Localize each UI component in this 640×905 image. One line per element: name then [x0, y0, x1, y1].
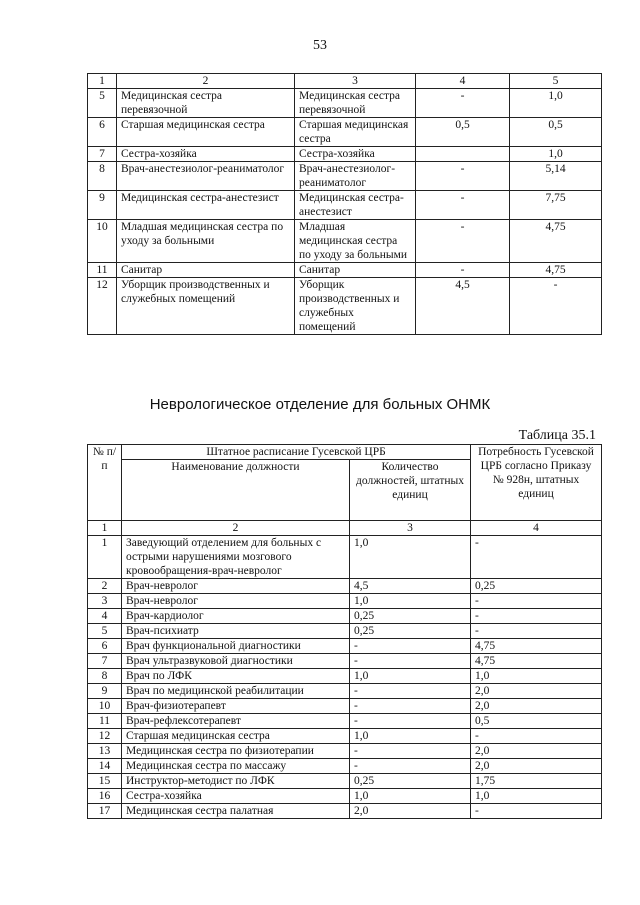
table-row	[88, 536, 602, 579]
table-cell: 12	[88, 278, 117, 335]
table-cell: Сестра-хозяйка	[122, 789, 350, 804]
table-cell: -	[350, 684, 471, 699]
column-number: 4	[416, 74, 510, 89]
table-caption: Таблица 35.1	[518, 428, 596, 443]
table-cell: 5,14	[510, 162, 602, 191]
table-cell: 1,0	[471, 669, 602, 684]
column-number: 5	[510, 74, 602, 89]
column-number: 1	[88, 521, 122, 536]
table-cell: 5	[88, 624, 122, 639]
table-row	[88, 804, 602, 819]
table-row	[88, 789, 602, 804]
table-row	[88, 684, 602, 699]
column-number: 4	[471, 521, 602, 536]
table-cell: Медицинская сестра палатная	[122, 804, 350, 819]
table-cell: -	[350, 759, 471, 774]
column-number-row	[88, 521, 602, 536]
table-row	[88, 744, 602, 759]
table-cell: 5	[88, 89, 117, 118]
table-cell: Старшая медицинская сестра	[295, 118, 416, 147]
table-cell: -	[471, 536, 602, 579]
table-cell: -	[350, 639, 471, 654]
table-row	[88, 220, 602, 263]
table-cell: 10	[88, 220, 117, 263]
table-cell: Врач-физиотерапевт	[122, 699, 350, 714]
table-cell: Медицинская сестра перевязочной	[117, 89, 295, 118]
header-row	[88, 445, 602, 460]
table-cell: 1,0	[350, 536, 471, 579]
table-cell: 4,75	[510, 220, 602, 263]
staffing-table-body	[88, 445, 602, 819]
table-cell: 0,25	[350, 624, 471, 639]
table-row	[88, 699, 602, 714]
table-cell: Уборщик производственных и служебных помещений	[117, 278, 295, 335]
table-cell: 0,25	[471, 579, 602, 594]
table-cell: 1,0	[350, 669, 471, 684]
table-cell: Врач-невролог	[122, 579, 350, 594]
table-cell: Врач ультразвуковой диагностики	[122, 654, 350, 669]
table-row	[88, 609, 602, 624]
table-cell: 16	[88, 789, 122, 804]
table-cell: -	[350, 744, 471, 759]
column-number: 1	[88, 74, 117, 89]
table-cell: 1,0	[350, 789, 471, 804]
table-cell: -	[416, 191, 510, 220]
table-cell: 2,0	[471, 744, 602, 759]
header-need: Потребность Гусевской ЦРБ согласно Приказу № 928н, штатных единиц	[471, 445, 602, 521]
table-cell: 11	[88, 714, 122, 729]
table-row	[88, 278, 602, 335]
table-cell: 1,0	[350, 729, 471, 744]
header-count: Количество должностей, штатных единиц	[350, 460, 471, 521]
table-cell: -	[416, 89, 510, 118]
table-cell: Врач-психиатр	[122, 624, 350, 639]
header-name: Наименование должности	[122, 460, 350, 521]
table-cell: 13	[88, 744, 122, 759]
table-cell: 2,0	[471, 759, 602, 774]
column-number: 3	[295, 74, 416, 89]
table-cell: 15	[88, 774, 122, 789]
table-cell: 2,0	[471, 684, 602, 699]
table-cell: 7	[88, 147, 117, 162]
table-cell: 2,0	[471, 699, 602, 714]
table-cell: 12	[88, 729, 122, 744]
table-cell: Врач-кардиолог	[122, 609, 350, 624]
table-cell: Врач-невролог	[122, 594, 350, 609]
table-cell: -	[416, 220, 510, 263]
table-cell: -	[350, 714, 471, 729]
table-cell: Санитар	[295, 263, 416, 278]
table-cell: 0,25	[350, 609, 471, 624]
table-cell: Старшая медицинская сестра	[122, 729, 350, 744]
table-row	[88, 594, 602, 609]
table-cell: 4,5	[350, 579, 471, 594]
table-cell: -	[350, 654, 471, 669]
page-number: 53	[313, 38, 327, 53]
column-number: 2	[122, 521, 350, 536]
table-cell	[416, 147, 510, 162]
column-number: 3	[350, 521, 471, 536]
table-row	[88, 118, 602, 147]
column-number: 2	[117, 74, 295, 89]
table-cell: -	[416, 263, 510, 278]
table-cell: -	[350, 699, 471, 714]
table-cell: -	[471, 609, 602, 624]
table-row	[88, 669, 602, 684]
staffing-table-continued	[87, 73, 602, 335]
section-title: Неврологическое отделение для больных ОНМК	[149, 396, 491, 413]
staffing-table-35-1	[87, 444, 602, 819]
table-cell: -	[416, 162, 510, 191]
table-cell: Медицинская сестра по массажу	[122, 759, 350, 774]
table-cell: Младшая медицинская сестра по уходу за больными	[117, 220, 295, 263]
table-cell: 4,5	[416, 278, 510, 335]
table-cell: 14	[88, 759, 122, 774]
table-cell: 4,75	[471, 639, 602, 654]
table-cell: Инструктор-методист по ЛФК	[122, 774, 350, 789]
table-cell: Врач-анестезиолог-реаниматолог	[117, 162, 295, 191]
table-cell: Санитар	[117, 263, 295, 278]
table-cell: -	[510, 278, 602, 335]
table-cell: -	[471, 624, 602, 639]
table-cell: Младшая медицинская сестра по уходу за больными	[295, 220, 416, 263]
table-cell: 3	[88, 594, 122, 609]
table-row	[88, 774, 602, 789]
table-cell: 0,5	[416, 118, 510, 147]
table-row	[88, 263, 602, 278]
table-cell: Сестра-хозяйка	[117, 147, 295, 162]
table-row	[88, 579, 602, 594]
table-cell: Медицинская сестра перевязочной	[295, 89, 416, 118]
table-cell: 0,5	[471, 714, 602, 729]
table-cell: 9	[88, 191, 117, 220]
table-cell: Сестра-хозяйка	[295, 147, 416, 162]
table-row	[88, 89, 602, 118]
table-cell: 8	[88, 162, 117, 191]
table-cell: 1,0	[471, 789, 602, 804]
table-row	[88, 624, 602, 639]
table-cell: Медицинская сестра-анестезист	[117, 191, 295, 220]
table-row	[88, 147, 602, 162]
table-cell: 10	[88, 699, 122, 714]
table-cell: 6	[88, 639, 122, 654]
table-cell: -	[471, 729, 602, 744]
table-cell: Уборщик производственных и служебных помещений	[295, 278, 416, 335]
table-cell: 1,0	[510, 89, 602, 118]
table-row	[88, 191, 602, 220]
table-row	[88, 654, 602, 669]
table-row	[88, 162, 602, 191]
table-cell: 0,25	[350, 774, 471, 789]
table-cell: Врач-рефлексотерапевт	[122, 714, 350, 729]
table-cell: Врач-анестезиолог-реаниматолог	[295, 162, 416, 191]
table-cell: 1,0	[510, 147, 602, 162]
table-cell: 0,5	[510, 118, 602, 147]
table-cell: -	[471, 804, 602, 819]
table-cell: 1,0	[350, 594, 471, 609]
table-row	[88, 759, 602, 774]
table-cell: Врач по ЛФК	[122, 669, 350, 684]
table-cell: 11	[88, 263, 117, 278]
table-cell: 1,75	[471, 774, 602, 789]
table-row	[88, 714, 602, 729]
table-cell: Старшая медицинская сестра	[117, 118, 295, 147]
table-cell: 6	[88, 118, 117, 147]
header-group: Штатное расписание Гусевской ЦРБ	[122, 445, 471, 460]
table-cell: 2	[88, 579, 122, 594]
column-number-row	[88, 74, 602, 89]
staffing-table-body	[88, 74, 602, 335]
table-cell: Медицинская сестра-анестезист	[295, 191, 416, 220]
table-cell: -	[471, 594, 602, 609]
table-cell: 17	[88, 804, 122, 819]
table-cell: Врач по медицинской реабилитации	[122, 684, 350, 699]
table-cell: 9	[88, 684, 122, 699]
header-num: № п/п	[88, 445, 122, 521]
table-cell: 2,0	[350, 804, 471, 819]
table-cell: 4	[88, 609, 122, 624]
table-cell: 1	[88, 536, 122, 579]
table-cell: 7,75	[510, 191, 602, 220]
table-cell: 4,75	[510, 263, 602, 278]
table-row	[88, 639, 602, 654]
table-row	[88, 729, 602, 744]
table-cell: Медицинская сестра по физиотерапии	[122, 744, 350, 759]
table-cell: 4,75	[471, 654, 602, 669]
table-cell: 8	[88, 669, 122, 684]
table-cell: Врач функциональной диагностики	[122, 639, 350, 654]
table-cell: Заведующий отделением для больных с острыми нарушениями мозгового кровообращения-врач-невролог	[122, 536, 350, 579]
table-cell: 7	[88, 654, 122, 669]
